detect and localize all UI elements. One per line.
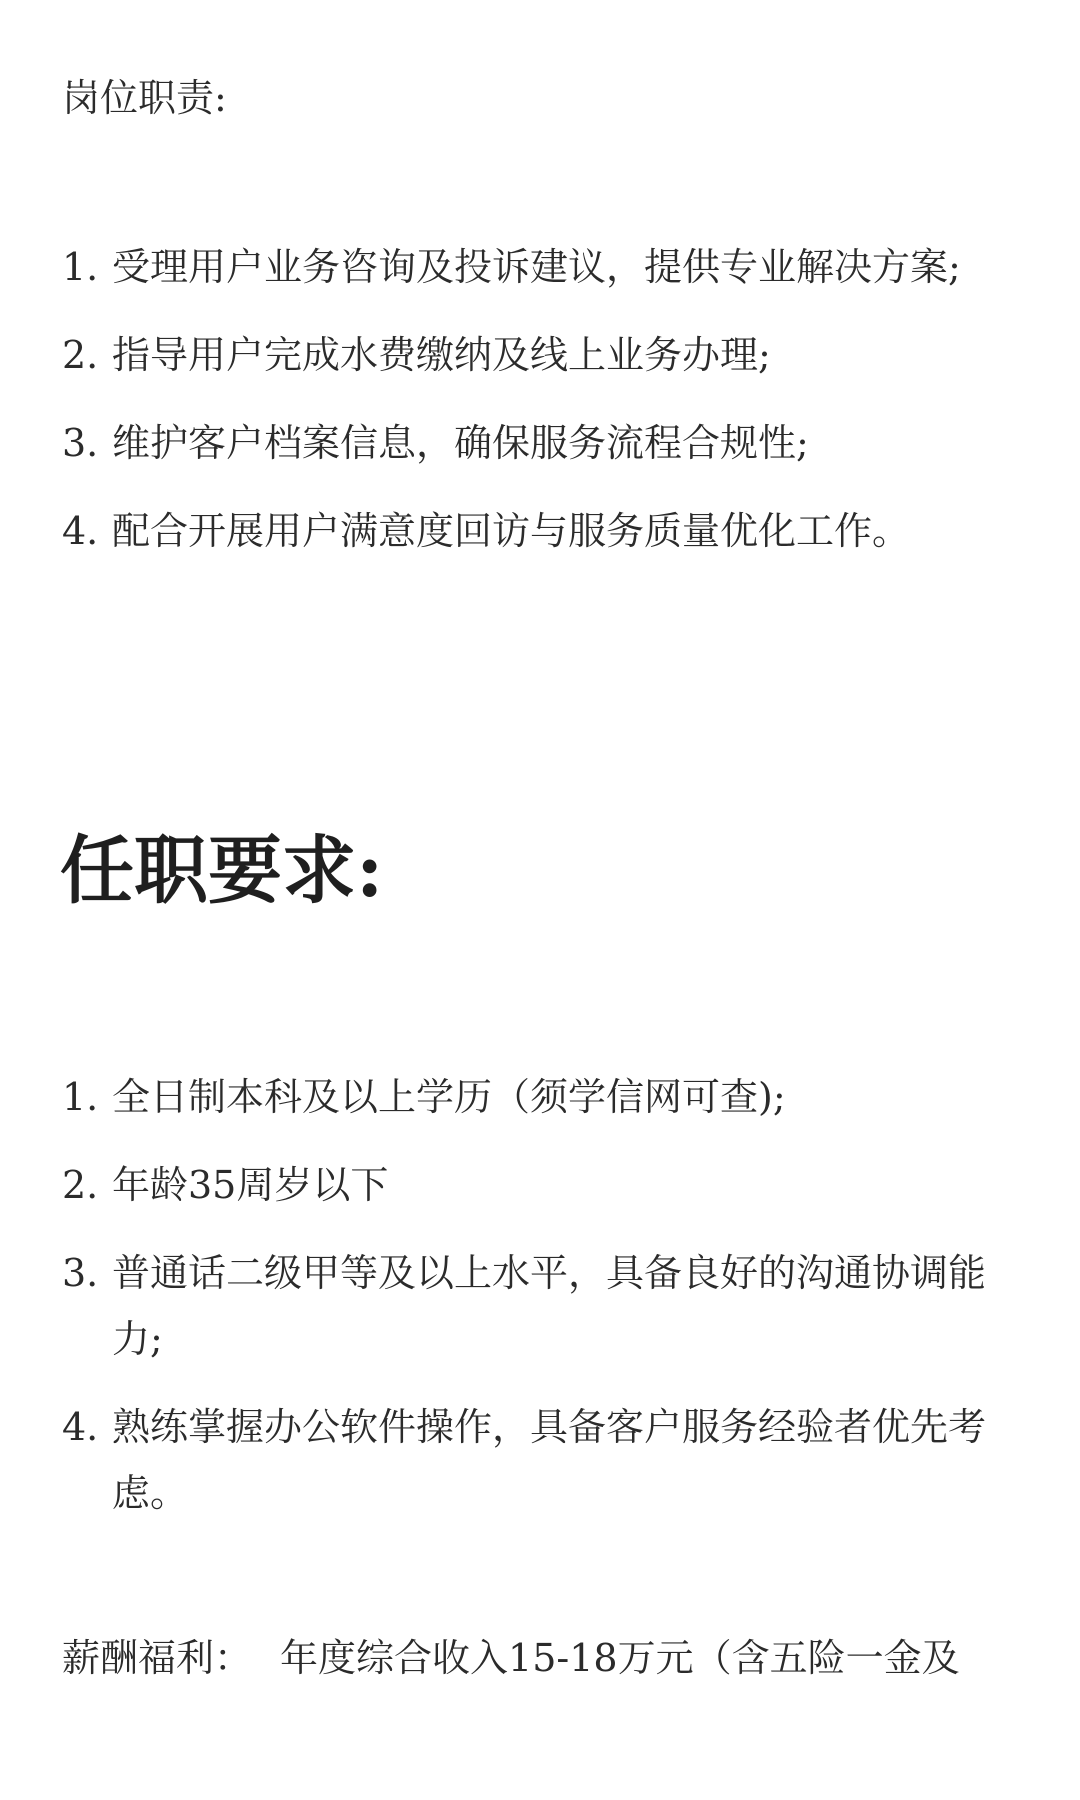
list-item-text: 配合开展用户满意度回访与服务质量优化工作。: [112, 509, 911, 553]
list-item-number: 2.: [62, 1163, 99, 1207]
list-item-number: 4.: [62, 509, 99, 553]
duties-list: [0, 234, 1080, 564]
list-item-number: 2.: [62, 333, 99, 377]
list-item-text: 受理用户业务咨询及投诉建议，提供专业解决方案;: [112, 245, 961, 289]
list-item: [0, 1240, 1080, 1372]
list-item: [0, 1394, 1080, 1526]
list-item: [0, 410, 1080, 476]
list-item-text: 全日制本科及以上学历（须学信网可查);: [112, 1075, 786, 1119]
list-item-text: 指导用户完成水费缴纳及线上业务办理;: [112, 333, 771, 377]
list-item: [0, 234, 1080, 300]
salary-label: 薪酬福利：: [62, 1636, 253, 1680]
list-item-number: 4.: [62, 1405, 99, 1449]
list-item: [0, 1152, 1080, 1218]
list-item-number: 1.: [62, 1075, 99, 1119]
list-item-text: 熟练掌握办公软件操作，具备客户服务经验者优先考虑。: [112, 1405, 987, 1515]
list-item-number: 3.: [62, 1251, 99, 1295]
list-item-text: 维护客户档案信息，确保服务流程合规性;: [112, 421, 809, 465]
salary-value: 年度综合收入15-18万元（含五险一金及: [280, 1636, 960, 1680]
list-item: [0, 498, 1080, 564]
list-item-number: 3.: [62, 421, 99, 465]
salary-line: [62, 1628, 960, 1688]
list-item-number: 1.: [62, 245, 99, 289]
duties-label: 岗位职责:: [62, 76, 227, 120]
list-item: [0, 1064, 1080, 1130]
requirements-heading: 任职要求:: [60, 828, 384, 914]
requirements-list: [0, 1064, 1080, 1526]
list-item: [0, 322, 1080, 388]
list-item-text: 年龄35周岁以下: [112, 1163, 389, 1207]
list-item-text: 普通话二级甲等及以上水平，具备良好的沟通协调能力;: [112, 1251, 987, 1361]
